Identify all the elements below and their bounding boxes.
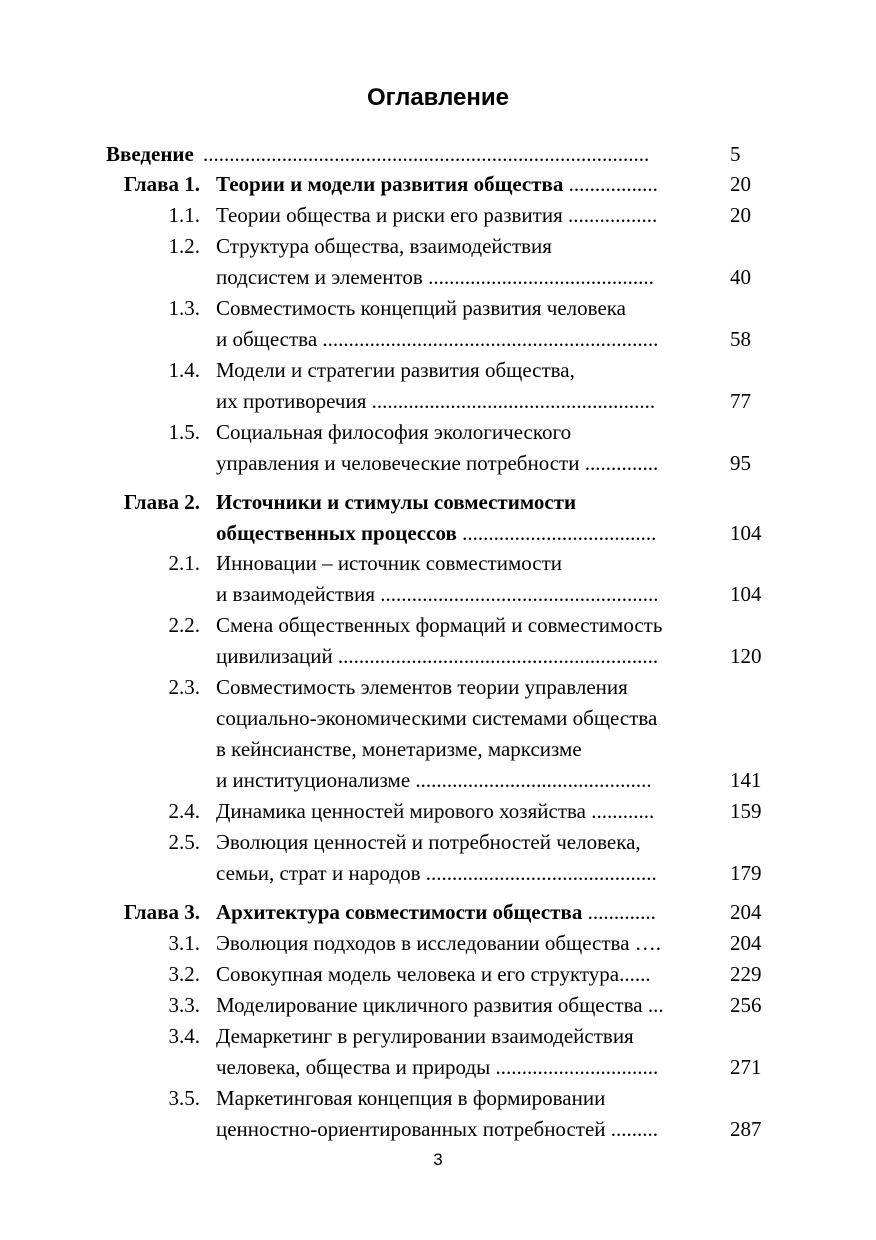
toc-section-number: 1.1. — [168, 203, 200, 227]
toc-section-number: 2.5. — [168, 830, 200, 854]
toc-section-number: 1.2. — [168, 234, 200, 258]
toc-page-number: 229 — [730, 962, 762, 986]
toc-page-number: 77 — [730, 389, 751, 413]
toc-entry-text: Источники и стимулы совместимости — [216, 490, 577, 514]
toc-entry-text: ценностно-ориентированных потребностей ......... — [216, 1117, 659, 1141]
toc-page-number: 287 — [730, 1117, 762, 1141]
toc-chapter-number: Глава 1. — [123, 172, 200, 196]
toc-entry-text: общественных процессов ..................................... — [216, 521, 657, 545]
toc-entry-text: Совместимость концепций развития человека — [216, 296, 626, 320]
toc-section-number: 1.4. — [168, 358, 200, 382]
toc-page-number: 20 — [730, 203, 751, 227]
toc-entry-text: и институционализме ............................................. — [216, 768, 652, 792]
toc-page-number: 104 — [730, 582, 762, 606]
toc-page-number: 179 — [730, 861, 762, 885]
page-title: Оглавление — [367, 84, 509, 111]
toc-entry-text: управления и человеческие потребности .............. — [216, 451, 659, 475]
toc-entry-text: Смена общественных формаций и совместимость — [216, 613, 663, 637]
toc-intro-label: Введение — [106, 142, 194, 166]
toc-section-number: 2.1. — [168, 551, 200, 575]
toc-entry-text: подсистем и элементов ........................................... — [216, 265, 654, 289]
toc-entry-text: цивилизаций ............................................................. — [216, 644, 659, 668]
toc-page-number: 204 — [730, 900, 762, 924]
toc-entry-text: Архитектура совместимости общества ............. — [216, 900, 656, 924]
toc-entry-text: Социальная философия экологического — [216, 420, 572, 444]
toc-entry-text: Моделирование цикличного развития общества ... — [216, 993, 664, 1017]
toc-section-number: 1.5. — [168, 420, 200, 444]
toc-section-number: 3.2. — [168, 962, 200, 986]
toc-entry-text: Структура общества, взаимодействия — [216, 234, 552, 258]
toc-section-number: 2.2. — [168, 613, 200, 637]
toc-page-number: 58 — [730, 327, 751, 351]
toc-entry-text: в кейнсианстве, монетаризме, марксизме — [216, 737, 582, 761]
toc-entry-text: Совокупная модель человека и его структура...... — [216, 962, 651, 986]
toc-page-number: 256 — [730, 993, 762, 1017]
toc-entry-text: Динамика ценностей мирового хозяйства ............ — [216, 799, 655, 823]
toc-entry-text: Демаркетинг в регулировании взаимодействия — [216, 1024, 634, 1048]
toc-page-number: 40 — [730, 265, 751, 289]
toc-entry-text: Инновации – источник совместимости — [216, 551, 563, 575]
toc-entry-text: и взаимодействия ..................................................... — [216, 582, 659, 606]
toc-page-number: 95 — [730, 451, 751, 475]
toc-entry-text: Теории общества и риски его развития ................. — [216, 203, 658, 227]
toc-chapter-number: Глава 2. — [123, 490, 200, 514]
toc-section-number: 2.4. — [168, 799, 200, 823]
page-number: 3 — [433, 1150, 443, 1169]
toc-page-number: 271 — [730, 1055, 762, 1079]
toc-entry-text: ..................................................................................... — [203, 142, 650, 166]
toc-entry-text: социально-экономическими системами общества — [216, 706, 658, 730]
toc-section-number: 2.3. — [168, 675, 200, 699]
toc-entry-text: их противоречия ...................................................... — [216, 389, 656, 413]
toc-chapter-number: Глава 3. — [123, 900, 200, 924]
toc-entry-text: Теории и модели развития общества ................. — [216, 172, 658, 196]
toc-page-number: 204 — [730, 931, 762, 955]
toc-page-number: 120 — [730, 644, 762, 668]
toc-entry-text: Эволюция ценностей и потребностей человека, — [216, 830, 641, 854]
toc-page-number: 141 — [730, 768, 762, 792]
toc-section-number: 3.3. — [168, 993, 200, 1017]
toc-page-number: 20 — [730, 172, 751, 196]
toc-entry-text: Совместимость элементов теории управления — [216, 675, 628, 699]
toc-entry-text: семьи, страт и народов ............................................ — [216, 861, 657, 885]
toc-page-number: 5 — [730, 142, 741, 166]
toc-page-number: 159 — [730, 799, 762, 823]
toc-entry-text: человека, общества и природы ............................... — [216, 1055, 659, 1079]
toc-section-number: 3.5. — [168, 1086, 200, 1110]
toc-page-number: 104 — [730, 521, 762, 545]
toc-entry-text: Эволюция подходов в исследовании общества …. — [216, 931, 662, 955]
toc-entry-text: Маркетинговая концепция в формировании — [216, 1086, 606, 1110]
toc-section-number: 1.3. — [168, 296, 200, 320]
toc-section-number: 3.1. — [168, 931, 200, 955]
toc-entry-text: и общества ................................................................ — [216, 327, 659, 351]
toc-entry-text: Модели и стратегии развития общества, — [216, 358, 575, 382]
toc-section-number: 3.4. — [168, 1024, 200, 1048]
